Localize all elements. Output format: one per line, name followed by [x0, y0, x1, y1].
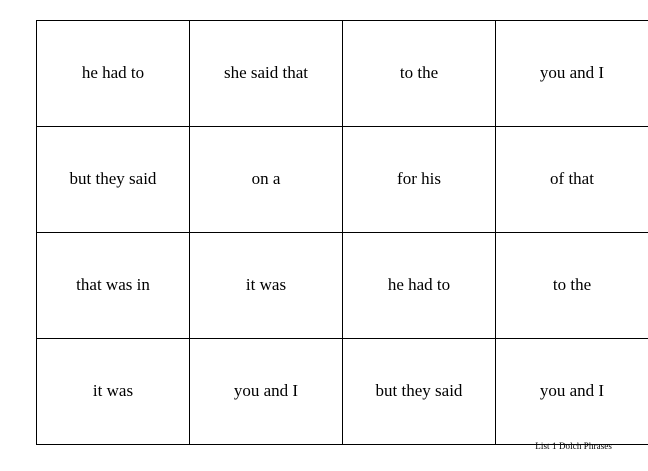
- phrase-cell: he had to: [343, 233, 496, 339]
- phrase-cell: he had to: [37, 21, 190, 127]
- phrase-cell: you and I: [190, 339, 343, 445]
- table-row: [37, 127, 648, 233]
- table-row: [37, 339, 648, 445]
- footer-caption: List 1 Dolch Phrases: [535, 441, 612, 451]
- phrase-cell: for his: [343, 127, 496, 233]
- phrase-cell: on a: [190, 127, 343, 233]
- phrase-cell: you and I: [496, 21, 648, 127]
- phrase-cell: that was in: [37, 233, 190, 339]
- phrase-cell: but they said: [37, 127, 190, 233]
- phrase-cell: to the: [343, 21, 496, 127]
- table-row: [37, 21, 648, 127]
- phrase-cell: she said that: [190, 21, 343, 127]
- phrase-cell: to the: [496, 233, 648, 339]
- phrase-cell: of that: [496, 127, 648, 233]
- phrase-card-grid: [36, 20, 648, 445]
- phrase-cell: but they said: [343, 339, 496, 445]
- phrase-cell: you and I: [496, 339, 648, 445]
- table-row: [37, 233, 648, 339]
- phrase-cell: it was: [190, 233, 343, 339]
- phrase-cell: it was: [37, 339, 190, 445]
